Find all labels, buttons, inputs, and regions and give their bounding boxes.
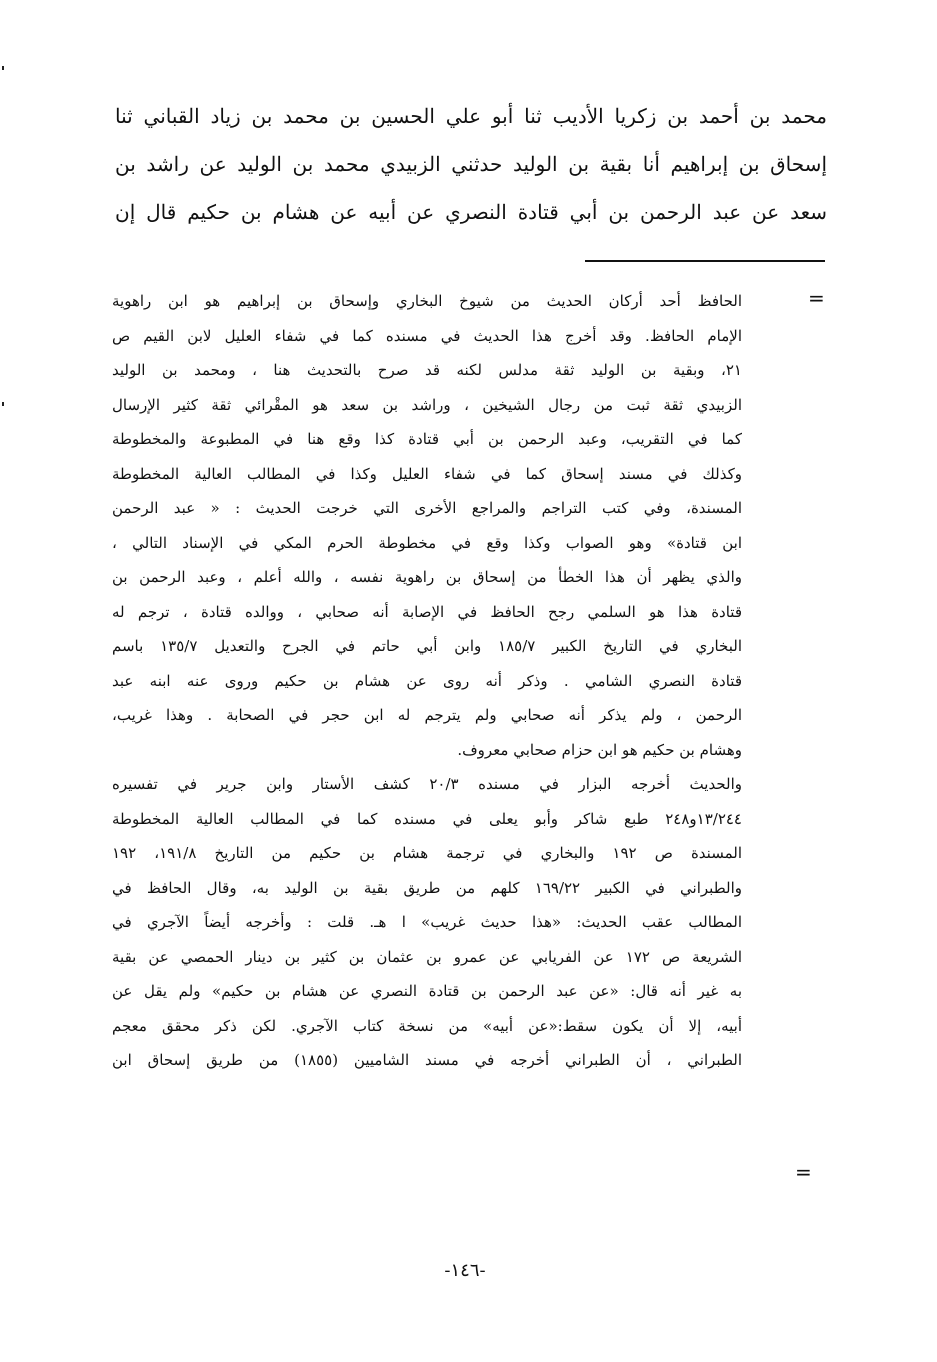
margin-speck [2, 402, 4, 406]
footnote-line: الإمام الحافظ. وقد أخرج هذا الحديث في مسنده كما في شفاء العليل لابن القيم ص [112, 326, 742, 345]
footnote-line: ٢١، وبقية بن الوليد ثقة مدلس لكنه قد صرح بالتحديث هنا ، ومحمد بن الوليد [112, 361, 742, 379]
footnote-block [112, 284, 742, 1078]
footnote-line: المسندة، وفي كتب التراجم والمراجع الأخرى التي خرجت الحديث : « عبد الرحمن [112, 499, 742, 517]
footnote-line: الطبراني ، أن الطبراني أخرجه في مسند الشاميين (١٨٥٥) من طريق إسحاق ابن [112, 1051, 742, 1069]
footnote-line: به غير أنه قال: «عن عبد الرحمن بن قتادة النصري عن هشام بن حكيم» ولم يقل عن [112, 982, 742, 1000]
footnote-line: والطبراني في الكبير ١٦٩/٢٢ كلهم من طريق بقية بن الوليد به، وقال الحافظ في [112, 878, 742, 897]
footnote-line: المسندة ص ١٩٢ والبخاري في ترجمة هشام بن حكيم من التاريخ ١٩١/٨، ١٩٢ [112, 844, 742, 862]
footnote-line: الرحمن ، ولم يذكر أنه صحابي ولم يترجم له ابن حجر في الصحابة . وهذا غريب، [112, 706, 742, 724]
footnote-line: أبيه، إلا أن يكون سقط:«عن أبيه» من نسخة كتاب الآجري. لكن ذكر محقق معجم [112, 1016, 742, 1035]
margin-speck [2, 66, 4, 70]
footnote-line: كما في التقريب، وعبد الرحمن بن أبي قتادة كذا وقع هنا في المطبوعة والمخطوطة [112, 430, 742, 448]
footnote-line: وهشام بن حكيم هو ابن حزام صحابي معروف. [457, 740, 742, 759]
footnote-line: قتادة هذا هو السلمي رجح الحافظ في الإصابة أنه صحابي ، ووالده قتادة ، ترجم له [112, 602, 742, 621]
page-number: -١٤٦- [444, 1260, 486, 1281]
main-text-block [115, 92, 827, 236]
main-text-line: سعد عن عبد الرحمن بن أبي قتادة النصري عن أبيه عن هشام بن حكيم قال إن [115, 200, 827, 224]
main-text-line: محمد بن أحمد بن زكريا الأديب ثنا أبو علي الحسين بن محمد بن زياد القباني ثنا [115, 104, 827, 128]
footnote-line: الشريعة ص ١٧٢ عن الفريابي عن عمرو بن عثمان بن كثير بن دينار الحمصي عن بقية [112, 947, 742, 966]
footnote-line: قتادة النصري الشامي . وذكر أنه روى عن هشام بن حكيم وروى عنه ابنه عبد [112, 671, 742, 690]
footnote-continuation-start-mark: = [808, 286, 825, 310]
footnote-line: ابن قتادة» وهو الصواب وكذا وقع في مخطوطة الحرم المكي في الإسناد التالي ، [112, 533, 742, 552]
footnote-line: الزبيدي ثقة ثبت من رجال الشيخين ، وراشد بن سعد هو المقْرائي ثقة كثير الإرسال [112, 395, 742, 414]
footnote-separator [585, 260, 825, 262]
footnote-line: وكذلك في مسند إسحاق كما في شفاء العليل وكذا في المطالب العالية المخطوطة [112, 464, 742, 483]
footnote-line: ١٣/٢٤٤و٢٤٨ طبع شاكر وأبو يعلى في مسنده كما في المطالب العالية المخطوطة [112, 809, 742, 828]
footnote-continuation-end-mark: = [795, 1160, 812, 1184]
footnote-line: الحافظ أحد أركان الحديث من شيوخ البخاري وإسحاق بن إبراهيم هو ابن راهوية [112, 292, 742, 310]
footnote-line: البخاري في التاريخ الكبير ١٨٥/٧ وابن أبي حاتم في الجرح والتعديل ١٣٥/٧ باسم [112, 637, 742, 655]
footnote-line: المطالب عقب الحديث: «هذا حديث غريب» ا هـ. قلت : وأخرجه أيضاً الآجري في [112, 913, 742, 931]
footnote-line: والحديث أخرجه البزار في مسنده ٢٠/٣ كشف الأستار وابن جرير في تفسيره [112, 775, 742, 793]
main-text-line: إسحاق بن إبراهيم أنا بقية بن الوليد حدثني الزبيدي محمد بن الوليد عن راشد بن [115, 152, 827, 176]
footnote-line: والذي يظهر أن هذا الخطأ من إسحاق بن راهوية نفسه ، والله أعلم ، وعبد الرحمن بن [112, 568, 742, 586]
